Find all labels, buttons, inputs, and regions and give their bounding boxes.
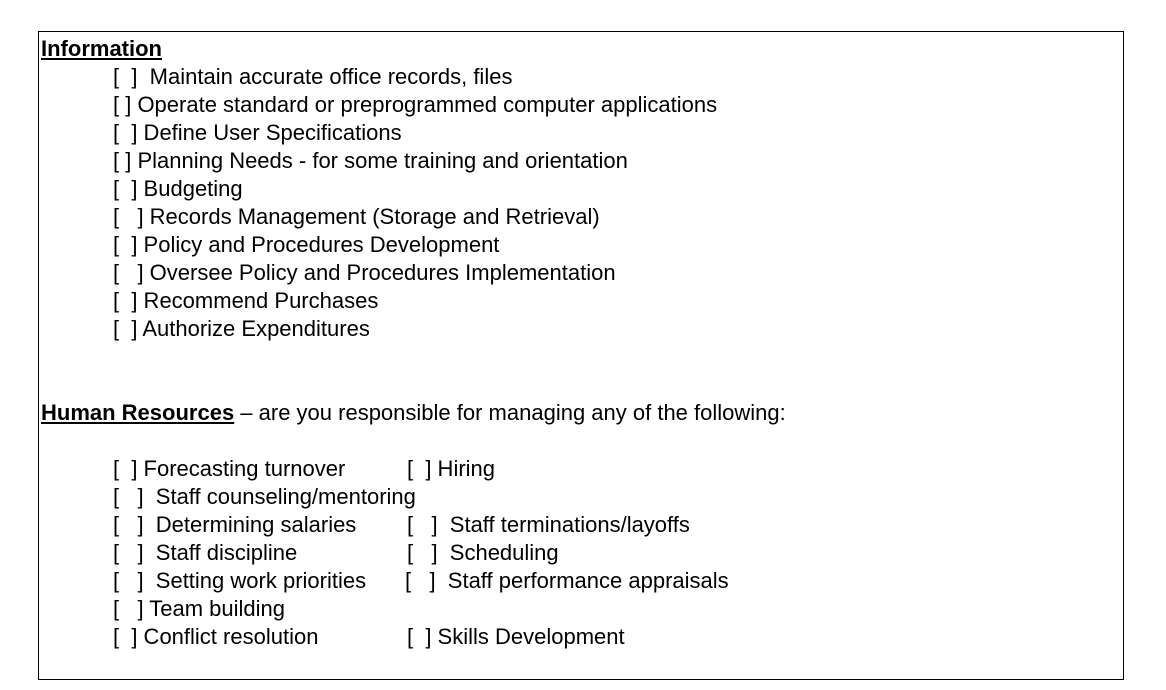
hr-item-hiring: [ ] Hiring <box>407 456 496 481</box>
info-item-authorize-expenditures: [ ] Authorize Expenditures <box>113 316 370 341</box>
info-item-records-management: [ ] Records Management (Storage and Retrieval) <box>113 204 600 229</box>
hr-item-performance-appraisals: [ ] Staff performance appraisals <box>405 568 729 593</box>
info-item-operate-applications: [ ] Operate standard or preprogrammed computer applications <box>113 92 718 117</box>
hr-item-staff-discipline: [ ] Staff discipline <box>113 540 298 565</box>
info-item-oversee-policy: [ ] Oversee Policy and Procedures Implementation <box>113 260 616 285</box>
hr-heading-line <box>41 399 786 427</box>
info-item-budgeting: [ ] Budgeting <box>113 176 243 201</box>
hr-item-skills-development: [ ] Skills Development <box>407 624 625 649</box>
information-heading: Information <box>41 36 162 61</box>
hr-item-staff-counseling: [ ] Staff counseling/mentoring <box>113 484 416 509</box>
hr-intro: – are you responsible for managing any of the following: <box>234 400 786 425</box>
hr-item-staff-terminations: [ ] Staff terminations/layoffs <box>407 512 690 537</box>
hr-item-forecasting-turnover: [ ] Forecasting turnover <box>113 456 346 481</box>
hr-item-scheduling: [ ] Scheduling <box>407 540 559 565</box>
hr-item-conflict-resolution: [ ] Conflict resolution <box>113 624 319 649</box>
hr-heading: Human Resources <box>41 400 235 425</box>
info-item-recommend-purchases: [ ] Recommend Purchases <box>113 288 379 313</box>
info-item-policy-development: [ ] Policy and Procedures Development <box>113 232 500 257</box>
hr-item-determining-salaries: [ ] Determining salaries <box>113 512 357 537</box>
info-item-maintain-records: [ ] Maintain accurate office records, files <box>113 64 513 89</box>
hr-item-setting-priorities: [ ] Setting work priorities <box>113 568 367 593</box>
info-item-planning-needs: [ ] Planning Needs - for some training and orientation <box>113 148 628 173</box>
hr-item-team-building: [ ] Team building <box>113 596 286 621</box>
info-item-define-user-specs: [ ] Define User Specifications <box>113 120 402 145</box>
